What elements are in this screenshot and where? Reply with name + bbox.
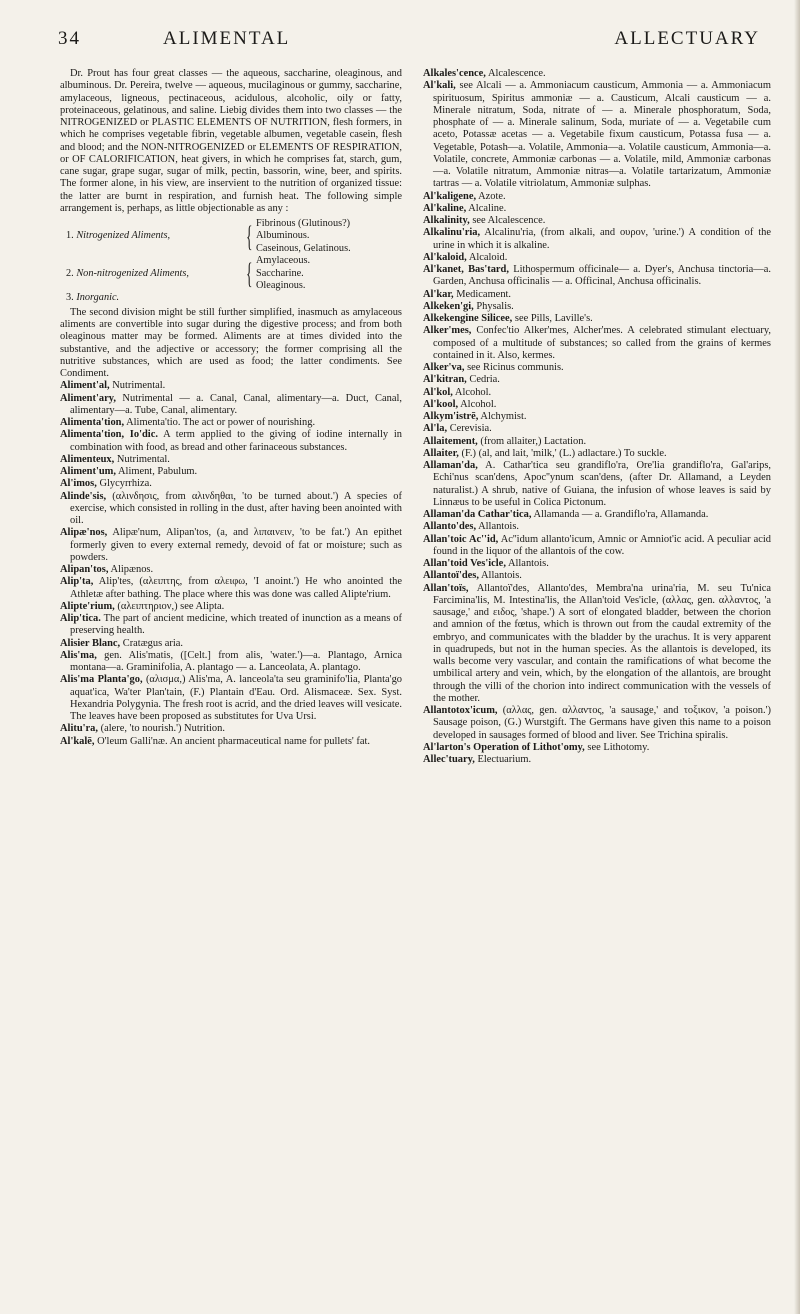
entry-headword: Allanto'des,: [423, 521, 477, 533]
dictionary-entry: [60, 638, 402, 650]
entry-definition: Alcalinu'ria, (from alkali, and ουρον, 'urine.') A condition of the urine in which it is alkaline.: [433, 227, 771, 251]
dictionary-entry: [60, 650, 402, 675]
entry-headword: Alker'mes,: [423, 325, 472, 337]
dictionary-entry: [423, 436, 771, 448]
entry-headword: Allantotox'icum,: [423, 705, 498, 716]
dictionary-entry: [423, 754, 771, 766]
entry-definition: Alchymist.: [478, 411, 527, 422]
dictionary-entry: [423, 203, 771, 215]
dictionary-entry: [60, 491, 402, 528]
entry-headword: Allan'toïs,: [423, 582, 469, 594]
division-paragraph: The second division might be still further simplified, inasmuch as amylaceous aliments are convertible into sugar during the digestive process; and from both oleaginous matter may be formed. Aliments are at times divided into the substantive, and the adjective or accessory; the former comprising all the nutritive substances, which are used as food; the latter condiments. See Condiment.: [60, 306, 402, 380]
entry-definition: Allantoï'des, Allanto'des, Membra'na urina'ria, M. seu Tu'nica Farcimina'lis, M. Intestina'lis, the Allan'toid Ves'icle, (αλλας, gen. αλλαντος, 'a sausage,' and ειδος, 'shape.') A sort of elongated bladder, between the chorion and amnion of the fœtus, which is thrown out from the caudal extremity of the embryo, and communicates with the bladder by the urachus. It is very apparent in quadrupeds, but not in the human species. As the allantois is developed, its walls become very vascular, and contain the ramifications of what become the umbilical artery and vein, which, by the elongation of the allantois, are brought through the villi of the chorion into indirect communication with the vessels of the mother.: [433, 582, 771, 704]
entry-headword: Alkalinu'ria,: [423, 227, 481, 239]
entry-definition: Alcalescence.: [485, 68, 546, 79]
dictionary-entry: [423, 264, 771, 289]
dictionary-entry: [423, 742, 771, 754]
dictionary-entry: [423, 411, 771, 423]
entry-definition: (αλειπτηριον,) see Alipta.: [114, 600, 225, 612]
entry-definition: gen. Alis'matis, ([Celt.] from alis, 'water.')—a. Plantago, Arnica montana—a. Graminifolia, A. plantago — a. Lanceolata, A. plantago.: [70, 649, 402, 674]
entry-headword: Alker'va,: [423, 362, 465, 373]
entry-definition: (αλινδησις, from αλινδηθαι, 'to be turned about.') A species of exercise, which consisted in rolling in the dust, after having been anointed with oil.: [70, 490, 402, 527]
dictionary-entry: [60, 466, 402, 478]
entry-definition: Medicament.: [453, 288, 512, 300]
entry-headword: Allan'toic Ac''id,: [423, 533, 499, 545]
entry-definition: see Ricinus communis.: [464, 362, 564, 373]
class-label: Non-nitrogenized Aliments,: [76, 267, 189, 279]
entry-headword: Al'kalē,: [60, 735, 95, 747]
dictionary-entry: [423, 460, 771, 509]
entry-headword: Al'kaline,: [423, 202, 467, 214]
page-header: [58, 28, 760, 58]
dictionary-entry: [60, 601, 402, 613]
entry-headword: Alkeken'gi,: [423, 300, 474, 312]
page-number: 34: [58, 28, 81, 49]
right-entry-list: [423, 68, 771, 766]
entry-definition: Nutrimental — a. Canal, Canal, alimentary—a. Duct, Canal, alimentary—a. Tube, Canal, alimentary.: [70, 392, 402, 416]
entry-headword: Allaitement,: [423, 435, 478, 447]
entry-headword: Al'la,: [423, 423, 448, 435]
running-title-left: ALIMENTAL: [163, 28, 291, 49]
dictionary-entry: [423, 215, 771, 227]
entry-definition: A. Cathar'tica seu grandiflo'ra, Ore'lia grandiflo'ra, Gal'arips, Echi'nus scan'dens, Apoc''ynum scan'dens, (after Dr. Allamand, a Leyden naturalist.) A shrub, native of Guiana, the infusion of whose leaves is said by Linnæus to be useful in Colica Pictonum.: [433, 460, 771, 508]
class-item: Oleaginous.: [256, 280, 306, 292]
entry-definition: Alcaloid.: [466, 251, 508, 263]
entry-definition: Cerevisia.: [447, 423, 492, 435]
entry-definition: see Lithotomy.: [584, 741, 650, 753]
entry-definition: Nutrimental.: [114, 453, 170, 465]
dictionary-entry: [60, 564, 402, 576]
entry-definition: (αλισμα,) Alis'ma, A. lanceola'ta seu graminifo'lia, Planta'go aquat'ica, Wa'ter Plan'tain, (F.) Plantain d'Eau. Ord. Alismaceæ. Sex. Syst. Hexandria Polygynia. The fresh root is acrid, and the dried leaves will vesicate. The leaves have been proposed as substitutes for Uva Ursi.: [70, 674, 403, 723]
dictionary-entry: [60, 723, 402, 735]
running-title-right: ALLECTUARY: [614, 28, 760, 49]
dictionary-entry: [423, 558, 771, 570]
entry-headword: Al'kar,: [423, 288, 454, 300]
dictionary-entry: [423, 448, 771, 460]
entry-headword: Al'imos,: [60, 478, 97, 490]
entry-headword: Al'kali,: [423, 80, 456, 92]
dictionary-entry: [60, 393, 402, 418]
class-number: 2.: [66, 267, 74, 279]
entry-definition: Electuarium.: [474, 754, 532, 765]
class-item: Albuminous.: [256, 230, 310, 242]
aliment-classification: [60, 218, 402, 305]
entry-definition: Alcohol.: [458, 398, 497, 410]
dictionary-entry: [423, 521, 771, 533]
dictionary-entry: [423, 313, 771, 325]
right-column: [423, 68, 771, 766]
entry-headword: Alitu'ra,: [60, 723, 98, 735]
entry-definition: Allantois.: [478, 570, 522, 582]
entry-definition: Confec'tio Alker'mes, Alcher'mes. A celebrated stimulant electuary, composed of a multitude of substances; so called from the grains of kermes contained in it. Also, kermes.: [433, 325, 771, 361]
entry-definition: Alcohol.: [452, 386, 492, 398]
entry-headword: Al'kitran,: [423, 374, 467, 386]
class-label: Nitrogenized Aliments,: [76, 230, 171, 242]
entry-headword: Allan'toid Ves'icle,: [423, 558, 506, 569]
dictionary-entry: [60, 576, 402, 601]
entry-definition: Ac''idum allanto'icum, Amnic or Amniot'ic acid. A peculiar acid found in the liquor of the allantois of the cow.: [433, 533, 772, 557]
entry-definition: Glycyrrhiza.: [96, 478, 152, 490]
class-item: Saccharine.: [256, 267, 304, 279]
entry-definition: see Alcali — a. Ammoniacum causticum, Ammonia — a. Ammoniacum spirituosum, Spiritus ammoniæ — a. Causticum, Alcali causticum — a. Minerale nitratum, Soda, nitrate of — a. Minerale phosphoratum, Soda, phosphate of — a. Minerale salinum, Soda, muriate of — a. Vegetabile cum aceto, Potassæ acetas — a. Vegetabile fixum causticum, Potassa fusa — a. Vegetable, Potash—a. Volatile, Ammonia—a. Volatile causticum, Ammonia—a. Volatile, concrete, Ammoniæ carbonas — a. Volatile, mild, Ammoniæ carbonas —a. Volatile nitratum, Ammoniæ nitras—a. Volatile tartarizatum, Ammoniæ tartras — a. Volatile vitriolatum, Ammoniæ sulphas.: [433, 80, 771, 190]
class-item: Caseinous, Gelatinous.: [256, 242, 351, 254]
entry-definition: Physalis.: [473, 300, 514, 312]
entry-headword: Alimenta'tion,: [60, 417, 125, 429]
entry-definition: Alip'tes, (αλειπτης, from αλειφω, 'I anoint.') He who anointed the Athletæ after bathing. The place where this was done was called Alipte'rium.: [70, 576, 402, 600]
entry-definition: Allantois.: [505, 558, 549, 569]
dictionary-entry: [60, 454, 402, 466]
left-column: [60, 68, 402, 748]
entry-headword: Alipan'tos,: [60, 564, 109, 576]
dictionary-entry: [60, 429, 402, 454]
entry-headword: Aliment'um,: [60, 466, 116, 478]
entry-definition: Alipænos.: [108, 564, 154, 576]
brace-icon: {: [246, 219, 253, 253]
intro-paragraph: Dr. Prout has four great classes — the aqueous, saccharine, oleaginous, and albuminous. Dr. Pereira, twelve — aqueous, mucilaginous or gummy, saccharine, amylaceous, ligneous, pectinaceous, acidulous, alcoholic, oily or fatty, proteinaceous, gelatinous, and saline. Liebig divides them into two classes — the NITROGENIZED or PLASTIC ELEMENTS OF NUTRITION, flesh formers, in which he comprises vegetable fibrin, vegetable albumen, vegetable casein, flesh and blood; and the NON-NITROGENIZED or ELEMENTS OF RESPIRATION, or OF CALORIFICATION, heat givers, in which he comprises fat, starch, gum, cane sugar, grape sugar, sugar of milk, pectin, bassorin, wine, beer, and spirits. The former alone, in his view, are inservient to the nutrition of organized tissue: the latter are burnt in respiration, and furnish heat. The following simple arrangement is, perhaps, as little objectionable as any :: [60, 68, 402, 214]
dictionary-entry: [423, 534, 771, 559]
dictionary-entry: [60, 527, 402, 564]
entry-definition: Allamanda — a. Grandiflo'ra, Allamanda.: [531, 509, 709, 520]
class-label: Inorganic.: [76, 292, 120, 304]
dictionary-entry: [423, 705, 771, 742]
entry-definition: (from allaiter,) Lactation.: [477, 435, 587, 447]
entry-headword: Al'kanet, Bas'tard,: [423, 264, 509, 275]
dictionary-entry: [423, 301, 771, 313]
page-edge-shadow: [794, 0, 800, 1314]
entry-headword: Allaiter,: [423, 447, 459, 459]
dictionary-entry: [423, 583, 771, 706]
entry-definition: Allantois.: [476, 521, 519, 533]
entry-definition: Alipæ'num, Alipan'tos, (a, and λιπαινειν, 'to be fat.') An epithet formerly given to every external remedy, devoid of fat or moisture; such as powders.: [70, 527, 402, 563]
entry-definition: Cedria.: [466, 374, 500, 386]
class-item: Amylaceous.: [256, 255, 311, 267]
dictionary-entry: [423, 570, 771, 582]
entry-definition: Nutrimental.: [109, 380, 166, 392]
left-entry-list: [60, 380, 402, 748]
entry-headword: Alip'tica.: [60, 613, 101, 625]
entry-headword: Alis'ma Planta'go,: [60, 674, 143, 686]
dictionary-entry: [60, 380, 402, 392]
entry-headword: Al'kaligene,: [423, 190, 477, 202]
dictionary-entry: [423, 325, 771, 362]
dictionary-entry: [423, 289, 771, 301]
dictionary-entry: [60, 674, 402, 723]
class-item: Fibrinous (Glutinous?): [256, 218, 351, 229]
entry-definition: Lithospermum officinale— a. Dyer's, Anchusa tinctoria—a. Garden, Anchusa officinalis — a. Officinal, Anchusa officinalis.: [433, 264, 771, 288]
entry-definition: Cratægus aria.: [120, 637, 184, 649]
dictionary-entry: [423, 374, 771, 386]
entry-headword: Allaman'da,: [423, 460, 478, 471]
entry-definition: (F.) (al, and lait, 'milk,' (L.) adlactare.) To suckle.: [458, 447, 667, 459]
entry-headword: Allantoï'des,: [423, 570, 479, 582]
entry-headword: Aliment'al,: [60, 380, 110, 392]
entry-definition: Alimenta'tio. The act or power of nourishing.: [124, 417, 316, 429]
dictionary-entry: [423, 423, 771, 435]
brace-icon: {: [246, 256, 253, 290]
entry-headword: Alis'ma,: [60, 649, 97, 661]
entry-definition: O'leum Galli'næ. An ancient pharmaceutical name for pullets' fat.: [94, 735, 370, 747]
class-row-1: [60, 218, 402, 255]
dictionary-entry: [423, 191, 771, 203]
dictionary-entry: [423, 362, 771, 374]
dictionary-entry: [60, 613, 402, 638]
class-row-3: [60, 292, 402, 304]
entry-definition: (alere, 'to nourish.') Nutrition.: [97, 723, 225, 735]
dictionary-entry: [423, 252, 771, 264]
class-row-2: [60, 255, 402, 292]
entry-headword: Allaman'da Cathar'tica,: [423, 509, 532, 520]
entry-definition: (αλλας, gen. αλλαντος, 'a sausage,' and τοξικον, 'a poison.') Sausage poison, (G.) Wurstgift. The Germans have given this name to a poison developed in sausages formed of blood and liver. See Trichina spiralis.: [433, 705, 771, 741]
entry-headword: Al'kol,: [423, 386, 453, 398]
entry-headword: Allec'tuary,: [423, 754, 475, 765]
entry-definition: see Pills, Laville's.: [512, 313, 593, 324]
entry-headword: Al'kool,: [423, 398, 459, 410]
entry-headword: Alkekengine Siliceе,: [423, 313, 513, 324]
dictionary-entry: [423, 399, 771, 411]
class-number: 1.: [66, 230, 74, 242]
dictionary-entry: [423, 227, 771, 252]
entry-definition: The part of ancient medicine, which treated of inunction as a means of preserving health.: [70, 613, 402, 637]
dictionary-entry: [423, 80, 771, 190]
dictionary-entry: [423, 387, 771, 399]
class-number: 3.: [66, 292, 74, 304]
entry-headword: Alipte'rium,: [60, 600, 115, 612]
entry-headword: Alip'ta,: [60, 576, 94, 588]
entry-definition: see Alcalescence.: [469, 215, 546, 226]
entry-headword: Al'larton's Operation of Lithot'omy,: [423, 741, 585, 753]
entry-definition: Alcaline.: [466, 202, 507, 214]
entry-headword: Alkym'istrē,: [423, 411, 479, 422]
entry-definition: Azote.: [476, 190, 506, 202]
entry-headword: Al'kaloid,: [423, 251, 467, 263]
entry-headword: Alkalinity,: [423, 215, 470, 226]
entry-headword: Alisier Blanc,: [60, 637, 121, 649]
dictionary-entry: [423, 68, 771, 80]
entry-headword: Alkales'cence,: [423, 68, 486, 79]
entry-headword: Alimenteux,: [60, 453, 115, 465]
dictionary-entry: [423, 509, 771, 521]
dictionary-entry: [60, 478, 402, 490]
entry-headword: Aliment'ary,: [60, 392, 116, 404]
entry-headword: Alinde'sis,: [60, 490, 107, 502]
entry-headword: Alimenta'tion, Io'dic.: [60, 429, 158, 441]
dictionary-entry: [60, 417, 402, 429]
dictionary-entry: [60, 736, 402, 748]
entry-definition: A term applied to the giving of iodine internally in combination with food, as bread and other farinaceous substances.: [70, 429, 402, 453]
entry-definition: Aliment, Pabulum.: [115, 466, 198, 478]
entry-headword: Alipæ'nos,: [60, 527, 108, 539]
